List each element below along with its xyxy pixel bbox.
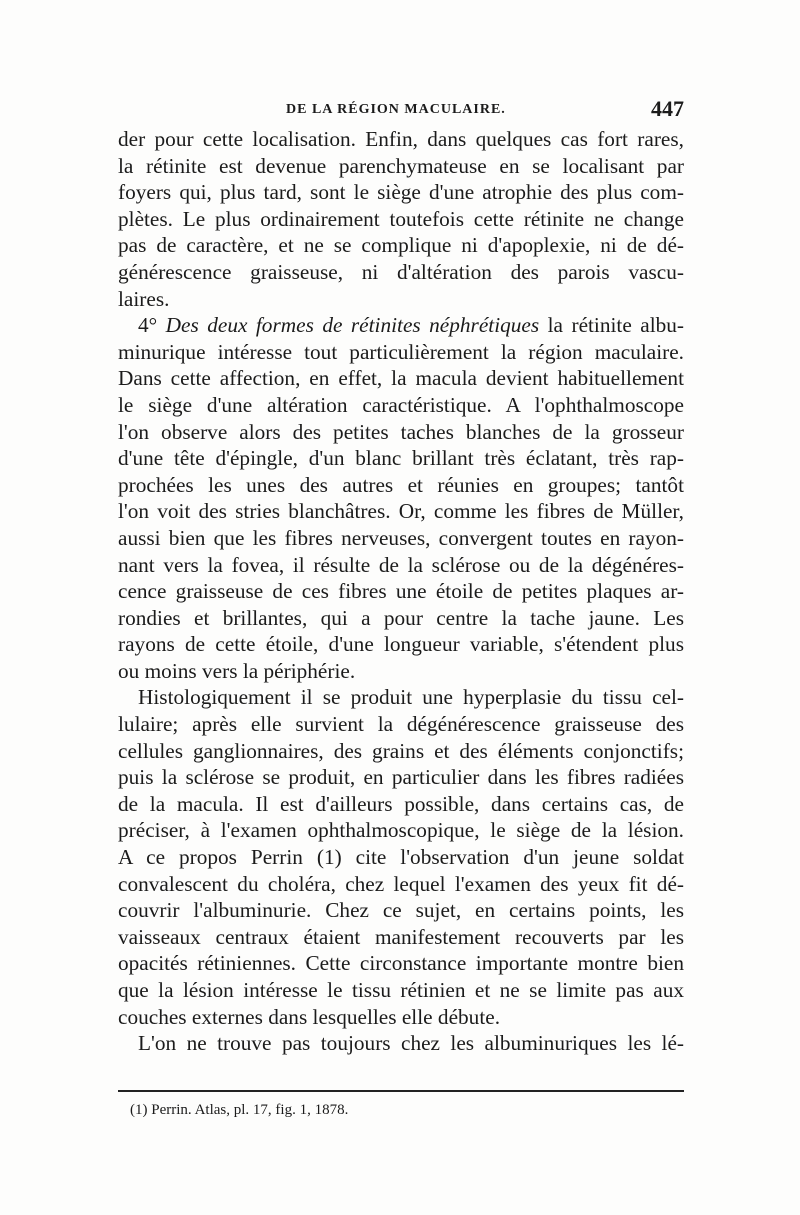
text-line: générescence graisseuse, ni d'altération des parois vascu- bbox=[118, 259, 684, 284]
text-line: foyers qui, plus tard, sont le siège d'une atrophie des plus com- bbox=[118, 180, 684, 205]
text-line: cence graisseuse de ces fibres une étoile de petites plaques ar- bbox=[118, 579, 684, 604]
text-line: der pour cette localisation. Enfin, dans quelques cas fort rares, bbox=[118, 127, 684, 151]
footnote-divider bbox=[118, 1090, 684, 1092]
text-line: laires. bbox=[118, 286, 170, 311]
text-line: vaisseaux centraux étaient manifestement recouverts par les bbox=[118, 924, 684, 949]
footnote: (1) Perrin. Atlas, pl. 17, fig. 1, 1878. bbox=[130, 1102, 349, 1118]
text-line: l'on observe alors des petites taches blanches de la grosseur bbox=[118, 419, 684, 444]
page-number: 447 bbox=[651, 96, 684, 121]
text-line: de la macula. Il est d'ailleurs possible, dans certains cas, de bbox=[118, 791, 684, 816]
text-line: pas de caractère, et ne se complique ni d'apoplexie, ni de dé- bbox=[118, 233, 684, 258]
text-line: que la lésion intéresse le tissu rétinien et ne se limite pas aux bbox=[118, 978, 684, 1002]
text-line: nant vers la fovea, il résulte de la sclérose ou de la dégénéres- bbox=[118, 552, 684, 577]
running-title: DE LA RÉGION MACULAIRE. bbox=[286, 102, 506, 117]
text-line: l'on voit des stries blanchâtres. Or, comme les fibres de Müller, bbox=[118, 499, 684, 524]
text-line: couches externes dans lesquelles elle débute. bbox=[118, 1004, 501, 1029]
text-line: convalescent du choléra, chez lequel l'examen des yeux fit dé- bbox=[118, 871, 684, 896]
text-line: minurique intéresse tout particulièrement la région maculaire. bbox=[118, 339, 684, 364]
text-line: préciser, à l'examen ophthalmoscopique, le siège de la lésion. bbox=[118, 818, 684, 843]
text-line: Dans cette affection, en effet, la macula devient habituellement bbox=[118, 366, 684, 391]
text-line: plètes. Le plus ordinairement toutefois cette rétinite ne change bbox=[118, 206, 684, 231]
text-line: rayons de cette étoile, d'une longueur variable, s'étendent plus bbox=[118, 632, 684, 657]
paragraph-first-line bbox=[118, 312, 684, 339]
text-line: puis la sclérose se produit, en particulier dans les fibres radiées bbox=[118, 765, 684, 790]
body-text bbox=[118, 126, 684, 1057]
text-line: le siège d'une altération caractéristique. A l'ophthalmoscope bbox=[118, 392, 684, 417]
text-line: L'on ne trouve pas toujours chez les albuminuriques les lé- bbox=[138, 1031, 684, 1056]
text-line: aussi bien que les fibres nerveuses, convergent toutes en rayon- bbox=[118, 525, 684, 550]
text-line: lulaire; après elle survient la dégénérescence graisseuse des bbox=[118, 712, 684, 737]
text-line: la rétinite est devenue parenchymateuse en se localisant par bbox=[118, 153, 684, 178]
text-line: A ce propos Perrin (1) cite l'observation d'un jeune soldat bbox=[118, 845, 684, 870]
text-line: opacités rétiniennes. Cette circonstance importante montre bien bbox=[118, 951, 684, 976]
running-head bbox=[118, 96, 684, 122]
italic-heading: Des deux formes de rétinites néphrétiques bbox=[165, 313, 540, 338]
line-rest: la rétinite albu- bbox=[547, 313, 685, 338]
text-line: Histologiquement il se produit une hyperplasie du tissu cel- bbox=[138, 685, 684, 710]
text-line: ou moins vers la périphérie. bbox=[118, 658, 356, 683]
text-line: rondies et brillantes, qui a pour centre la tache jaune. Les bbox=[118, 605, 684, 630]
text-line: cellules ganglionnaires, des grains et des éléments conjonctifs; bbox=[118, 738, 684, 763]
text-line: d'une tête d'épingle, d'un blanc brillant très éclatant, très rap- bbox=[118, 446, 684, 471]
section-number: 4° bbox=[138, 313, 158, 338]
text-line: prochées les unes des autres et réunies en groupes; tantôt bbox=[118, 472, 684, 497]
text-line: couvrir l'albuminurie. Chez ce sujet, en certains points, les bbox=[118, 898, 684, 923]
